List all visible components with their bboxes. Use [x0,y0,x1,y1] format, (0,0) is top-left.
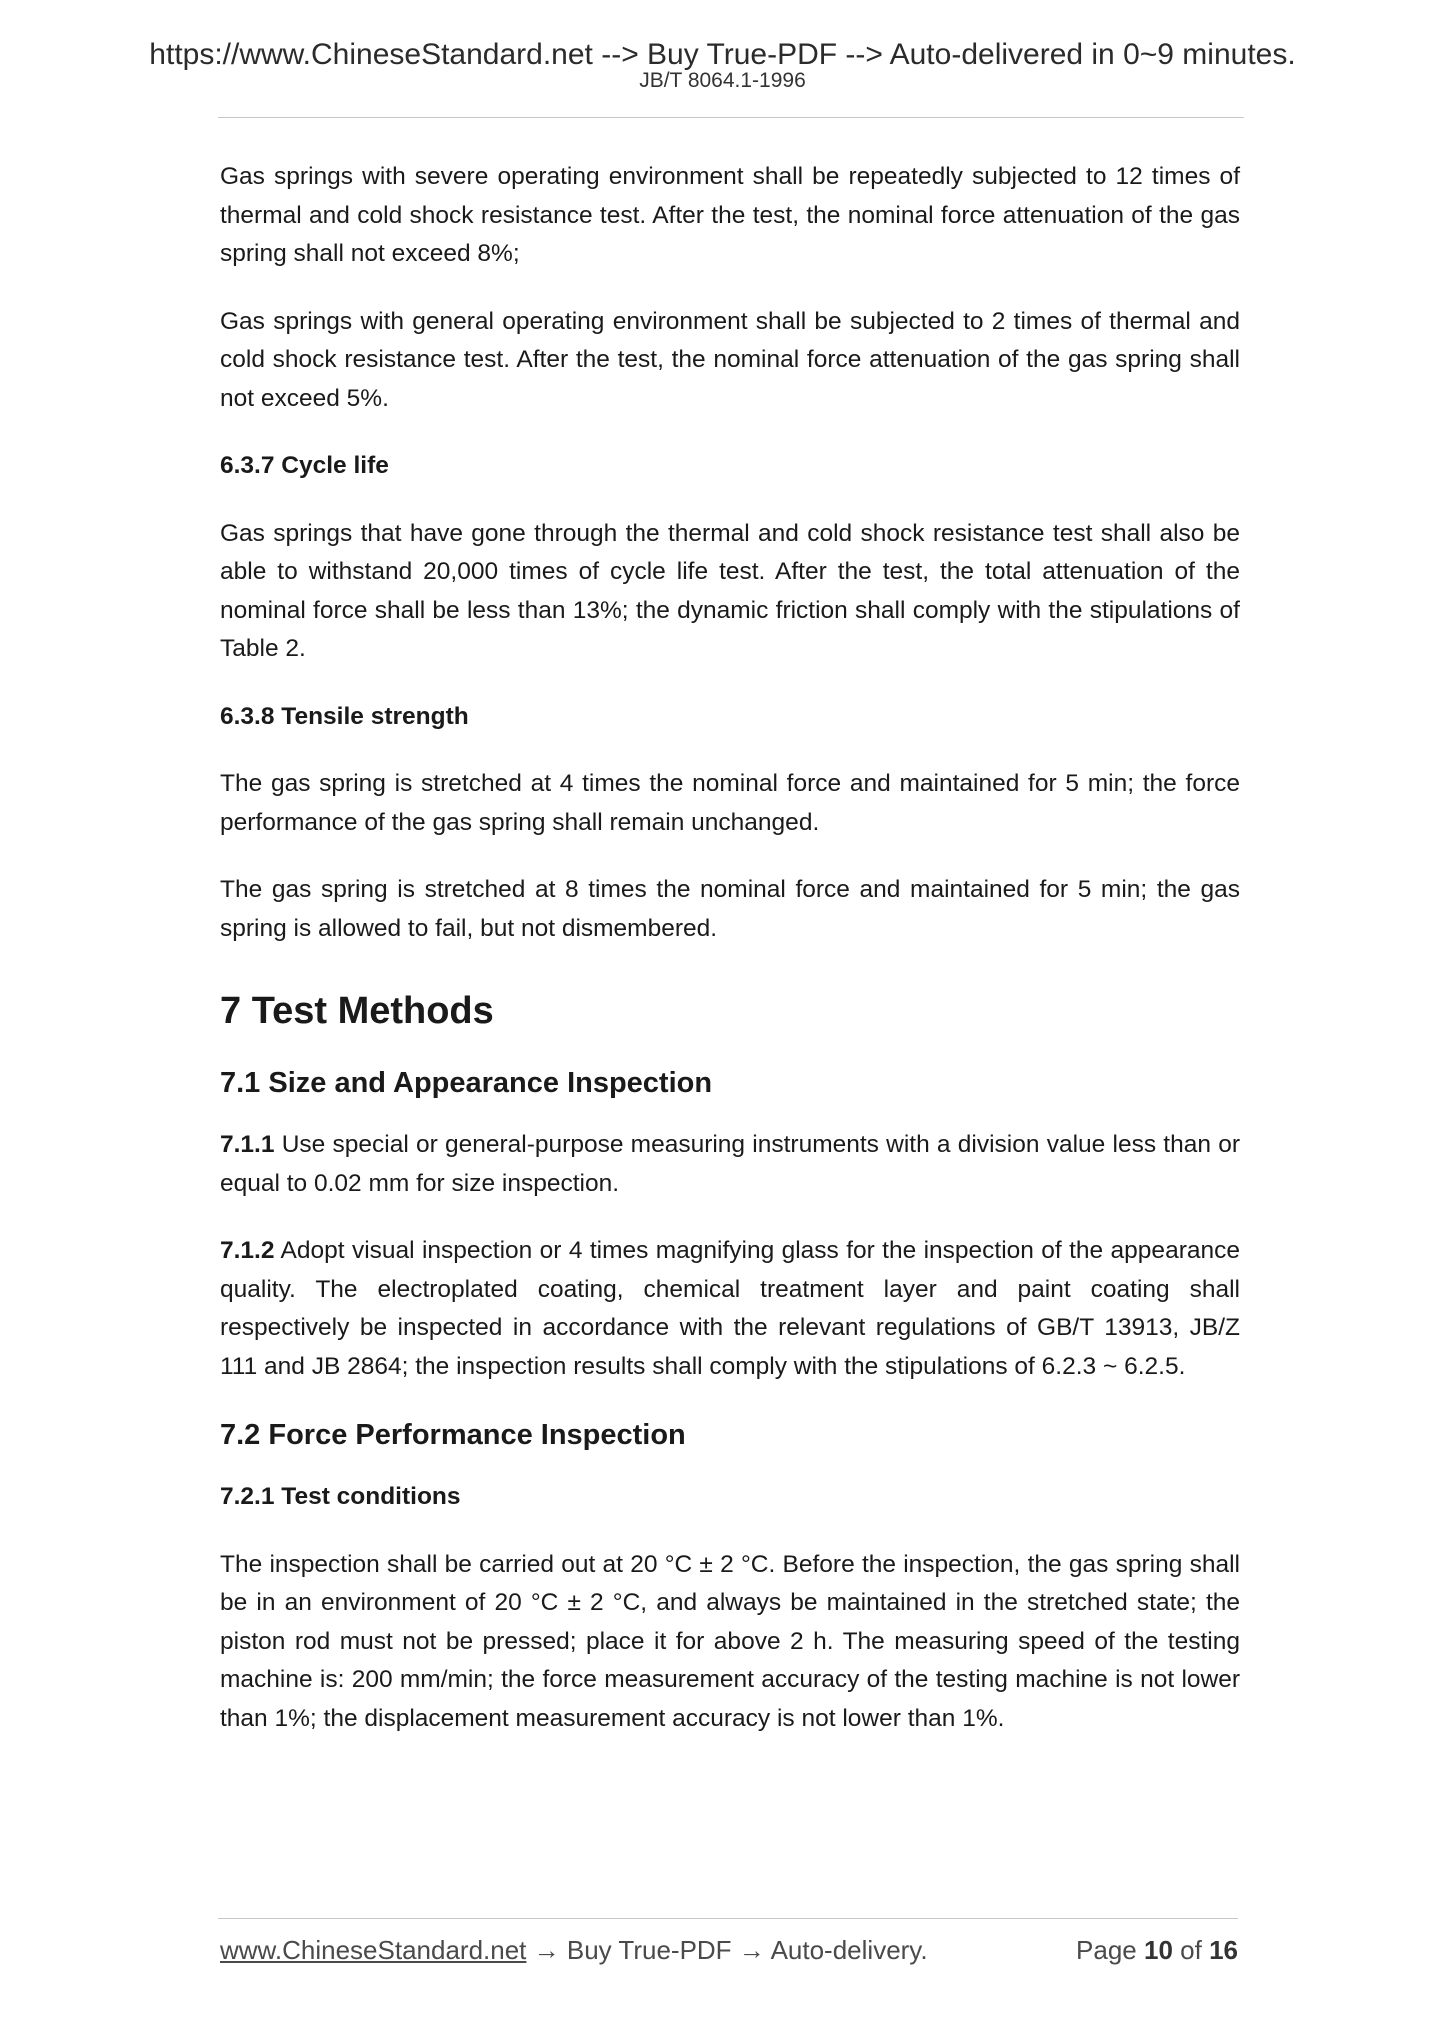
section-heading-7-2: 7.2 Force Performance Inspection [220,1419,686,1451]
paragraph: Gas springs with general operating environment shall be subjected to 2 times of thermal and cold shock resistance test. After the test, the nominal force attenuation of the gas spring shall not exceed 5%. [220,307,1240,412]
paragraph-7-1-2 [220,1232,1240,1386]
of-label: of [1180,1935,1202,1965]
paragraph: The inspection shall be carried out at 20 °C ± 2 °C. Before the inspection, the gas spring shall be in an environment of 20 °C ± 2 °C, and always be maintained in the stretched state; the piston rod must not be pressed; place it for above 2 h. The measuring speed of the testing machine is: 200 mm/min; the force measurement accuracy of the testing machine is not lower than 1%; the displacement measurement accuracy is not lower than 1%. [220,1550,1240,1732]
page-number: 10 [1144,1935,1173,1965]
footer-divider [218,1918,1238,1919]
footer-left [220,1937,928,1963]
footer-tagline: → Buy True-PDF → Auto-delivery. [526,1935,928,1965]
clause-text: Adopt visual inspection or 4 times magnifying glass for the inspection of the appearance quality. The electroplated coating, chemical treatment layer and paint coating shall respectively be inspected in accordance with the relevant regulations of GB/T 13913, JB/Z 111 and JB 2864; the inspection results shall comply with the stipulations of 6.2.3 ~ 6.2.5. [220,1237,1240,1380]
paragraph: The gas spring is stretched at 4 times the nominal force and maintained for 5 min; the force performance of the gas spring shall remain unchanged. [220,770,1240,836]
section-heading-6-3-8: 6.3.8 Tensile strength [220,702,469,730]
page-total: 16 [1209,1935,1238,1965]
page-label: Page [1076,1935,1137,1965]
page-footer [220,1937,1238,1963]
banner-link[interactable]: https://www.ChineseStandard.net --> Buy True-PDF --> Auto-delivered in 0~9 minutes. [149,38,1296,71]
chapter-heading-7: 7 Test Methods [220,990,494,1032]
paragraph-7-1-1 [220,1126,1240,1203]
header-divider [218,117,1244,118]
footer-site-link[interactable]: www.ChineseStandard.net [220,1935,527,1965]
document-number: JB/T 8064.1-1996 [639,69,806,92]
clause-number: 7.1.2 [220,1237,275,1264]
section-heading-7-2-1: 7.2.1 Test conditions [220,1483,461,1510]
paragraph: Gas springs that have gone through the thermal and cold shock resistance test shall also be able to withstand 20,000 times of cycle life test. After the test, the total attenuation of the nominal force shall be less than 13%; the dynamic friction shall comply with the stipulations of Table 2. [220,519,1240,662]
section-heading-7-1: 7.1 Size and Appearance Inspection [220,1067,713,1099]
clause-number: 7.1.1 [220,1131,275,1158]
paragraph: Gas springs with severe operating environment shall be repeatedly subjected to 12 times of thermal and cold shock resistance test. After the test, the nominal force attenuation of the gas spring shall not exceed 8%; [220,163,1240,267]
paragraph: The gas spring is stretched at 8 times the nominal force and maintained for 5 min; the gas spring is allowed to fail, but not dismembered. [220,876,1240,942]
page-indicator [1076,1937,1238,1963]
page-body [220,158,1240,1738]
section-heading-6-3-7: 6.3.7 Cycle life [220,452,389,479]
clause-text: Use special or general-purpose measuring instruments with a division value less than or equal to 0.02 mm for size inspection. [220,1131,1240,1197]
